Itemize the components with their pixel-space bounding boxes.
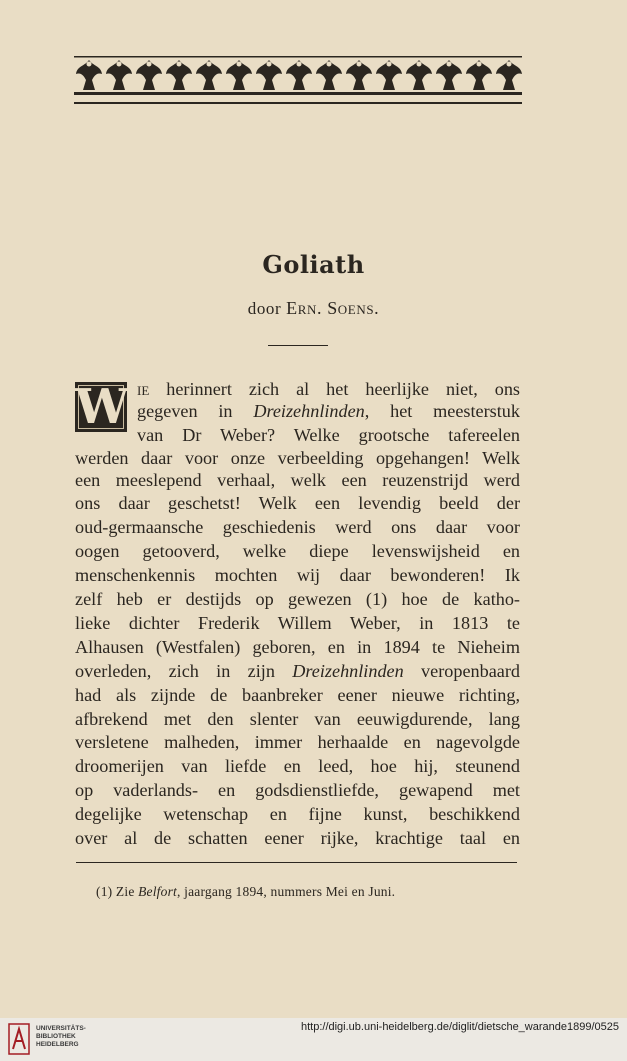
- byline: [0, 298, 627, 319]
- library-logo-icon: [8, 1023, 30, 1055]
- title-divider: [268, 345, 328, 346]
- body-line: droomerijen van liefde en leed, hoe hij, steunend: [75, 756, 520, 776]
- body-line: menschenkennis mochten wij daar bewonderen! Ik: [75, 565, 520, 585]
- body-line: werden daar voor onze verbeelding opgehangen! Welk: [75, 448, 520, 468]
- body-line: gegeven in Dreizehnlinden, het meesterstuk: [137, 401, 520, 421]
- body-line: over al de schatten eener rijke, krachtige taal en: [75, 828, 520, 848]
- body-line: degelijke wetenschap en fijne kunst, beschikkend: [75, 804, 520, 824]
- library-name-line: UNIVERSITÄTS-: [36, 1025, 86, 1032]
- library-name-line: HEIDELBERG: [36, 1041, 79, 1048]
- body-line: van Dr Weber? Welke grootsche tafereelen: [137, 425, 520, 445]
- footnote-divider: [76, 862, 517, 863]
- body-line: zelf heb er destijds op gewezen (1) hoe de katho-: [75, 589, 520, 609]
- byline-prefix: door: [247, 299, 282, 318]
- source-url-link[interactable]: http://digi.ub.uni-heidelberg.de/diglit/dietsche_warande1899/0525: [300, 1021, 619, 1033]
- footnote: (1) Zie Belfort, jaargang 1894, nummers Mei en Juni.: [96, 884, 396, 899]
- body-line: ie herinnert zich al het heerlijke niet, ons: [137, 379, 520, 399]
- library-name: [36, 1025, 86, 1049]
- body-line: lieke dichter Frederik Willem Weber, in 1813 te: [75, 613, 520, 633]
- body-line: op vaderlands- en godsdienstliefde, gewapend met: [75, 780, 520, 800]
- floral-ornament-band: [74, 52, 522, 110]
- body-line: Alhausen (Westfalen) geboren, en in 1894 te Nieheim: [75, 637, 520, 657]
- body-line: oud-germaansche geschiedenis werd ons daar voor: [75, 517, 520, 537]
- body-line: een meeslepend verhaal, welk een reuzenstrijd werd: [75, 470, 520, 490]
- body-line: overleden, zich in zijn Dreizehnlinden veropenbaard: [75, 661, 521, 681]
- body-line: versletene malheden, immer herhaalde en nagevolgde: [75, 732, 520, 752]
- author-name: Ern. Soens.: [286, 298, 380, 318]
- body-line: afbrekend met den slenter van eeuwigdurende, lang: [75, 709, 520, 729]
- body-line: oogen getooverd, welke diepe levenswijsheid en: [75, 541, 520, 561]
- body-line: ons daar geschetst! Welk een levendig beeld der: [75, 493, 520, 513]
- drop-cap: W: [75, 379, 129, 435]
- article-title: Goliath: [262, 250, 365, 279]
- body-line: had als zijnde de baanbreker eener nieuwe richting,: [75, 685, 520, 705]
- library-name-line: BIBLIOTHEK: [36, 1033, 76, 1040]
